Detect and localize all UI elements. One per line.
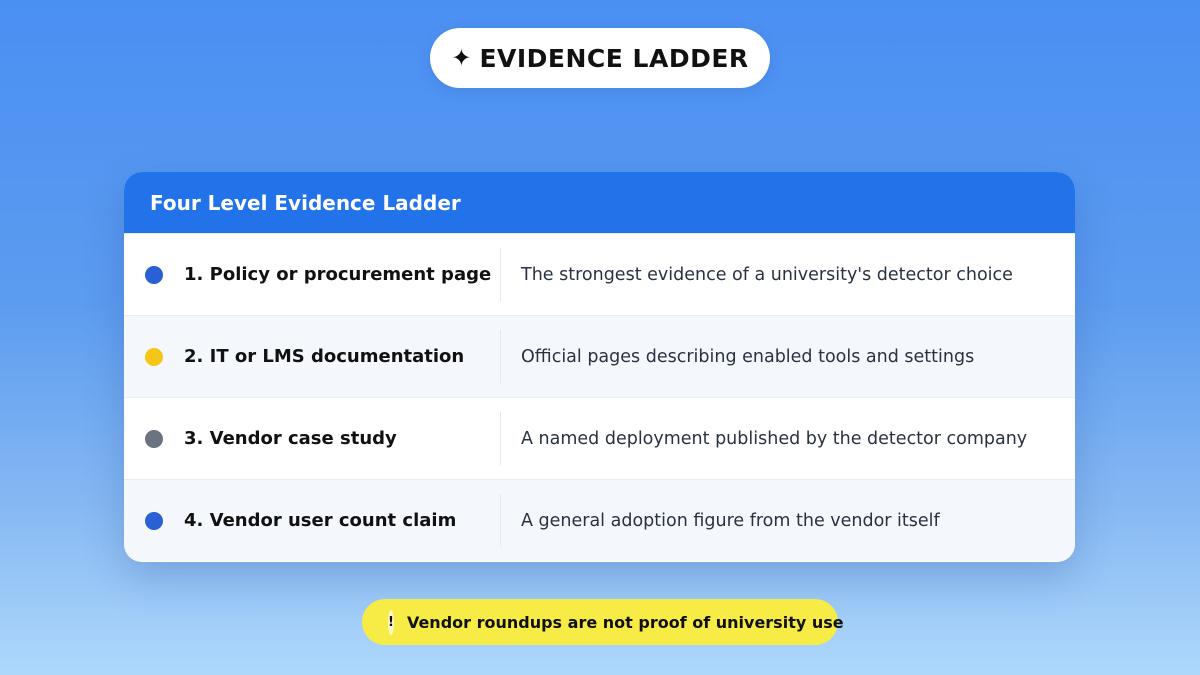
four-point-star-icon: ✦ <box>451 44 472 72</box>
level-dot-2 <box>145 348 163 366</box>
exclamation-icon: ! <box>388 610 394 635</box>
level-label: 2. IT or LMS documentation <box>184 346 465 367</box>
ladder-row-1 <box>124 233 1075 315</box>
card-header <box>124 172 1075 233</box>
column-divider <box>500 412 501 465</box>
page-title: EVIDENCE LADDER <box>479 43 749 73</box>
level-dot-1 <box>145 266 163 284</box>
column-divider <box>500 494 501 547</box>
evidence-ladder-card <box>124 172 1075 562</box>
level-description: The strongest evidence of a university's detector choice <box>521 264 1013 285</box>
ladder-row-4 <box>124 479 1075 561</box>
level-label: 4. Vendor user count claim <box>184 510 457 531</box>
card-title: Four Level Evidence Ladder <box>150 190 461 215</box>
level-label: 3. Vendor case study <box>184 428 397 449</box>
level-description: A general adoption figure from the vendor itself <box>521 510 940 531</box>
ladder-row-2 <box>124 315 1075 397</box>
level-label: 1. Policy or procurement page <box>184 264 492 285</box>
level-dot-4 <box>145 512 163 530</box>
warning-note <box>362 599 844 645</box>
column-divider <box>500 248 501 301</box>
note-text: Vendor roundups are not proof of university use <box>406 612 844 632</box>
level-description: Official pages describing enabled tools and settings <box>521 346 975 367</box>
column-divider <box>500 330 501 383</box>
title-badge <box>430 28 770 88</box>
level-description: A named deployment published by the detector company <box>521 428 1028 449</box>
level-dot-3 <box>145 430 163 448</box>
ladder-row-3 <box>124 397 1075 479</box>
